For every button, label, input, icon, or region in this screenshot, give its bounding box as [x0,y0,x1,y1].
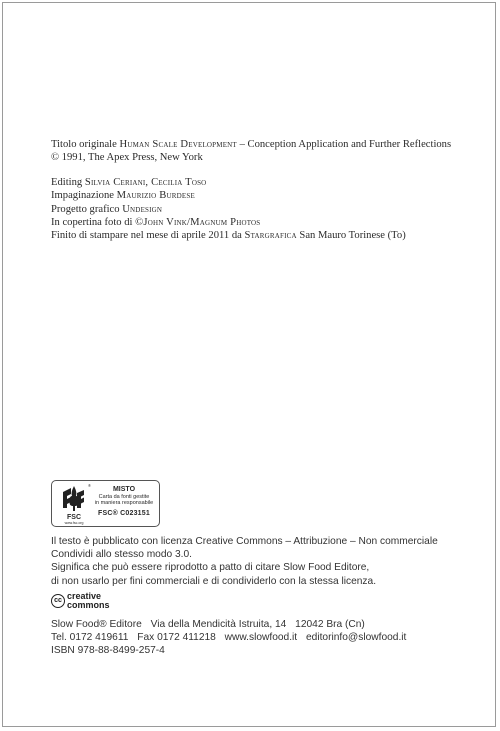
design-name: Undesign [122,203,163,215]
publisher-name: Slow Food® Editore [51,619,142,630]
license-line2: Condividi allo stesso modo 3.0. [51,549,193,561]
fsc-desc-line1: Carta da fonti gestite [98,494,150,500]
publisher-tel: Tel. 0172 419611 [51,632,129,644]
fsc-code: FSC® C023151 [98,509,150,517]
printer-name: Stargrafica [244,230,297,242]
cover-name: ©John Vink/Magnum Photos [135,217,261,229]
editing-line [51,176,481,189]
fsc-logo-text: FSC [67,514,81,521]
fsc-details [92,485,156,517]
original-title: Human Scale Development [119,139,237,150]
design-prefix: Progetto grafico [51,203,120,215]
original-title-prefix: Titolo originale [51,139,117,150]
fsc-certification-label [51,480,160,527]
cc-word-commons: commons [67,599,110,610]
copyright-line: © 1991, The Apex Press, New York [51,152,203,164]
fsc-registered-mark: ® [88,483,91,488]
contact-address-line [51,618,481,631]
original-title-suffix: – Conception Application and Further Reflections [239,139,452,150]
contact-phone-line [51,631,481,644]
cc-wordmark [67,592,110,609]
publisher-address: Via della Mendicità Istruita, 14 [150,619,287,630]
design-line [51,203,481,216]
cc-icon: cc [51,594,65,608]
fsc-tree-icon [57,484,91,514]
fsc-mix-label: MISTO [112,486,136,493]
layout-name: Maurizio Burdese [116,190,195,202]
editing-prefix: Editing [51,176,83,188]
printed-suffix: San Mauro Torinese (To) [299,230,406,242]
cover-prefix: In copertina foto di [51,217,133,229]
license-line4: di non usarlo per fini commerciali e di condividerlo con la stessa licenza. [51,575,377,587]
publisher-email: editorinfo@slowfood.it [305,632,407,644]
license-line1: Il testo è pubblicato con licenza Creative Commons – Attribuzione – Non commerciale [51,536,438,547]
publisher-website: www.slowfood.it [224,632,298,644]
printed-line [51,229,481,242]
contact-block [51,618,481,644]
cc-word-creative: creative [67,591,102,601]
publisher-fax: Fax 0172 411218 [137,632,216,644]
license-line3: Significa che può essere riprodotto a patto di citare Slow Food Editore, [51,562,370,574]
isbn: ISBN 978-88-8499-257-4 [51,645,165,656]
credits-block [51,138,481,243]
fsc-url: www.fsc.org [64,521,84,525]
layout-line [51,189,481,202]
fsc-logo [57,484,91,524]
layout-prefix: Impaginazione [51,190,114,202]
license-block [51,535,481,588]
original-title-line [51,138,481,151]
printed-prefix: Finito di stampare nel mese di aprile 2011 da [51,230,242,242]
publisher-city: 12042 Bra (Cn) [295,619,365,630]
fsc-desc-line2: in maniera responsabile [94,500,154,507]
editing-names: Silvia Ceriani, Cecilia Toso [84,176,207,188]
cover-line [51,216,481,229]
